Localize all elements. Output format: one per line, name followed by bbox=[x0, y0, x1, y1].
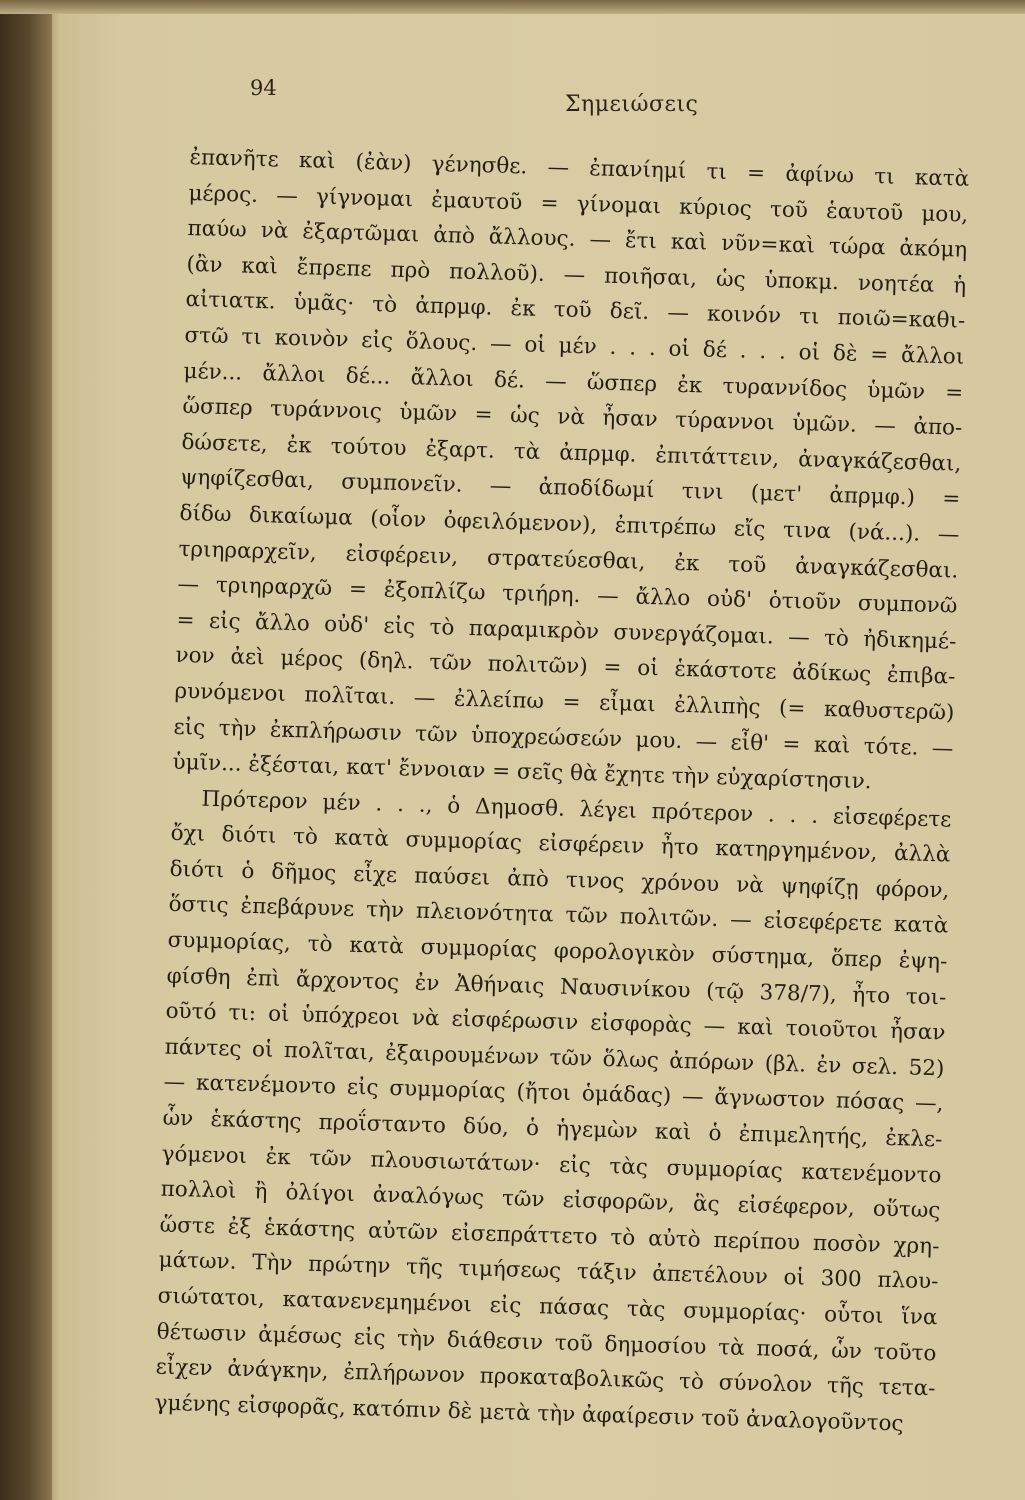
text-line: (ἂν καὶ ἔπρεπε πρὸ πολλοῦ). — ποιῆσαι, ὡς ὑποκμ. νοητέα ἡ bbox=[186, 251, 967, 299]
text-line: εἰς τὴν ἐκπλήρωσιν τῶν ὑποχρεώσεών μου. — εἶθ' = καὶ τότε. — bbox=[173, 714, 954, 762]
running-head: Σημειώσεις bbox=[565, 92, 699, 117]
text-line: ὄχι διότι τὸ κατὰ συμμορίας εἰσφέρειν ἦτο κατηργημένον, ἀλλὰ bbox=[170, 821, 951, 868]
text-line: ἐπανῆτε καὶ (ἐὰν) γένησθε. — ἐπανίημί τι = ἀφίνω τι κατὰ bbox=[189, 144, 970, 192]
text-line: ψηφίζεσθαι, συμπονεῖν. — ἀποδίδωμί τινι (μετ' ἀπρμφ.) = bbox=[180, 465, 961, 512]
text-line: ρυνόμενοι πολῖται. — ἐλλείπω = εἶμαι ἐλλιπὴς (= καθυστερῶ) bbox=[174, 678, 955, 726]
text-line: σιώτατοι, κατανενεμημένοι εἰς πάσας τὰς συμμορίας· οὗτοι ἵνα bbox=[157, 1283, 938, 1331]
text-line: ὧν ἑκάστης προΐσταντο δύο, ὁ ἡγεμὼν καὶ ὁ ἐπιμελητής, ἐκλε- bbox=[162, 1105, 943, 1153]
text-line: πάντες οἱ πολῖται, ἐξαιρουμένων τῶν ὅλως ἀπόρων (βλ. ἐν σελ. 52) bbox=[164, 1034, 945, 1082]
text-line: ὥστε ἐξ ἑκάστης αὐτῶν εἰσεπράττετο τὸ αὐτὸ περίπου ποσὸν χρη- bbox=[159, 1212, 940, 1260]
text-line: δίδω δικαίωμα (οἷον ὀφειλόμενον), ἐπιτρέπω εἴς τινα (νά...). — bbox=[179, 500, 960, 548]
text-line: ὑμῖν... ἐξέσται, κατ' ἔννοιαν = σεῖς θὰ ἔχητε τὴν εὐχαρίστησιν. bbox=[172, 749, 872, 795]
text-line: νον ἀεὶ μέρος (δηλ. τῶν πολιτῶν) = οἱ ἑκάστοτε ἀδίκως ἐπιβα- bbox=[175, 643, 956, 690]
text-line: μέν... ἄλλοι δέ... ἄλλοι δέ. — ὥσπερ ἐκ τυραννίδος ὑμῶν = bbox=[183, 358, 964, 406]
text-line: Πρότερον μέν . . ., ὁ Δημοσθ. λέγει πρότερον . . . εἰσεφέρετε bbox=[201, 786, 952, 833]
text-line: συμμορίας, τὸ κατὰ συμμορίας φορολογικὸν σύστημα, ὅπερ ἐψη- bbox=[167, 927, 948, 975]
text-line: παύω νὰ ἐξαρτῶμαι ἀπὸ ἄλλους. — ἔτι καὶ νῦν=καὶ τώρα ἀκόμη bbox=[187, 216, 968, 263]
text-body bbox=[154, 140, 969, 1443]
text-line: εἶχεν ἀνάγκην, ἐπλήρωνον προκαταβολικῶς τὸ σύνολον τῆς τετα- bbox=[155, 1354, 936, 1402]
text-line: αἰτιατκ. ὑμᾶς· τὸ ἀπρμφ. ἐκ τοῦ δεῖ. — κοινόν τι ποιῶ=καθι- bbox=[185, 287, 966, 335]
text-line: οῦτό τι: οἱ ὑπόχρεοι νὰ εἰσφέρωσιν εἰσφορὰς — καὶ τοιοῦτοι ἦσαν bbox=[165, 998, 946, 1046]
page-top-edge bbox=[0, 0, 1025, 14]
text-line: θέτωσιν ἀμέσως εἰς τὴν διάθεσιν τοῦ δημοσίου τὰ ποσά, ὧν τοῦτο bbox=[156, 1319, 937, 1366]
text-line: δώσετε, ἐκ τούτου ἐξαρτ. τὰ ἀπρμφ. ἐπιτάττειν, ἀναγκάζεσθαι, bbox=[181, 429, 962, 477]
text-line: πολλοὶ ἢ ὀλίγοι ἀναλόγως τῶν εἰσφορῶν, ἃς εἰσέφερον, οὕτως bbox=[160, 1176, 941, 1224]
text-line: στῶ τι κοινὸν εἰς ὅλους. — οἱ μέν . . . οἱ δέ . . . οἱ δὲ = ἄλλοι bbox=[184, 322, 965, 370]
text-line: — κατενέμοντο εἰς συμμορίας (ἤτοι ὁμάδας) — ἄγνωστον πόσας —, bbox=[163, 1070, 944, 1117]
page-number: 94 bbox=[250, 76, 277, 100]
text-line: γόμενοι ἐκ τῶν πλουσιωτάτων· εἰς τὰς συμμορίας κατενέμοντο bbox=[161, 1141, 942, 1189]
text-line: φίσθη ἐπὶ ἄρχοντος ἐν Ἀθήναις Ναυσινίκου (τῷ 378/7), ἦτο τοι- bbox=[166, 963, 947, 1011]
text-line: — τριηραρχῶ = ἐξοπλίζω τριήρη. — ἄλλο οὐδ' ὁτιοῦν συμπονῶ bbox=[177, 571, 958, 619]
text-line: διότι ὁ δῆμος εἶχε παύσει ἀπὸ τινος χρόνου νὰ ψηφίζῃ φόρον, bbox=[169, 856, 950, 904]
text-line: ὥσπερ τυράννοις ὑμῶν = ὡς νὰ ἦσαν τύραννοι ὑμῶν. — ἀπο- bbox=[182, 394, 963, 441]
text-line: = εἰς ἄλλο οὐδ' εἰς τὸ παραμικρὸν συνεργάζομαι. — τὸ ἠδικημέ- bbox=[176, 607, 957, 655]
book-spine-shadow bbox=[0, 0, 52, 1500]
text-line: μέρος. — γίγνομαι ἐμαυτοῦ = γίνομαι κύριος τοῦ ἑαυτοῦ μου, bbox=[188, 180, 969, 228]
text-line: τριηραρχεῖν, εἰσφέρειν, στρατεύεσθαι, ἐκ τοῦ ἀναγκάζεσθαι. bbox=[178, 536, 959, 584]
text-line: μάτων. Τὴν πρώτην τῆς τιμήσεως τάξιν ἀπετέλουν οἱ 300 πλου- bbox=[158, 1247, 939, 1295]
text-line: ὅστις ἐπεβάρυνε τὴν πλειονότητα τῶν πολιτῶν. — εἰσεφέρετε κατὰ bbox=[168, 892, 949, 939]
text-line: γμένης εἰσφορᾶς, κατόπιν δὲ μετὰ τὴν ἀφαίρεσιν τοῦ ἀναλογοῦντος bbox=[154, 1390, 904, 1437]
